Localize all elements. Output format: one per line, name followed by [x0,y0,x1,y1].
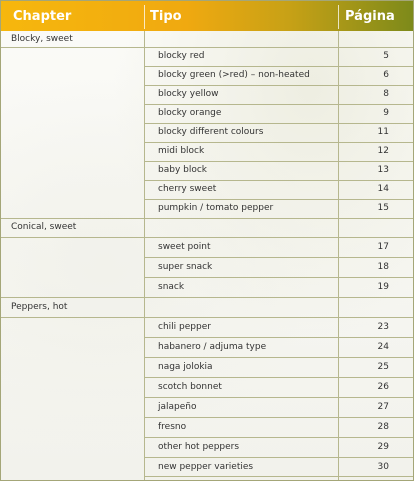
row-divider [145,476,413,477]
section-label: Conical, sweet [11,222,77,232]
row-tipo: jalapeño [158,402,197,412]
row-tipo: super snack [158,262,213,272]
row-page-number: 25 [377,362,389,372]
row-page-number: 23 [377,322,389,332]
section-label: Peppers, hot [11,302,68,312]
row-page-number: 8 [383,89,389,99]
row-tipo: scotch bonnet [158,382,222,392]
header-divider [144,5,145,29]
row-page-number: 29 [377,442,389,452]
row-page-number: 30 [377,462,389,472]
row-page-number: 28 [377,422,389,432]
row-tipo: blocky red [158,51,205,61]
row-tipo: chili pepper [158,322,211,332]
header-tipo: Tipo [150,9,182,24]
row-tipo: sweet point [158,242,211,252]
row-page-number: 12 [377,146,389,156]
row-page-number: 13 [377,165,389,175]
header-divider [338,5,339,29]
row-tipo: new pepper varieties [158,462,254,472]
row-page-number: 24 [377,342,389,352]
row-page-number: 17 [377,242,389,252]
row-page-number: 14 [377,184,389,194]
row-tipo: naga jolokia [158,362,213,372]
row-tipo: cherry sweet [158,184,217,194]
row-tipo: pumpkin / tomato pepper [158,203,274,213]
row-page-number: 6 [383,70,389,80]
header-chapter: Chapter [13,9,72,24]
row-page-number: 15 [377,203,389,213]
row-page-number: 9 [383,108,389,118]
row-tipo: blocky yellow [158,89,219,99]
row-tipo: baby block [158,165,208,175]
table-header [1,1,413,31]
section-label: Blocky, sweet [11,34,73,44]
header-pagina: Página [345,9,395,24]
row-page-number: 5 [383,51,389,61]
row-tipo: blocky different colours [158,127,264,137]
row-tipo: midi block [158,146,205,156]
row-page-number: 11 [377,127,389,137]
row-page-number: 26 [377,382,389,392]
row-page-number: 19 [377,282,389,292]
row-tipo: blocky green (>red) – non-heated [158,70,310,80]
row-tipo: habanero / adjuma type [158,342,267,352]
row-tipo: fresno [158,422,187,432]
row-page-number: 27 [377,402,389,412]
column-divider [144,31,145,480]
row-tipo: blocky orange [158,108,222,118]
row-tipo: snack [158,282,185,292]
row-page-number: 18 [377,262,389,272]
row-tipo: other hot peppers [158,442,240,452]
